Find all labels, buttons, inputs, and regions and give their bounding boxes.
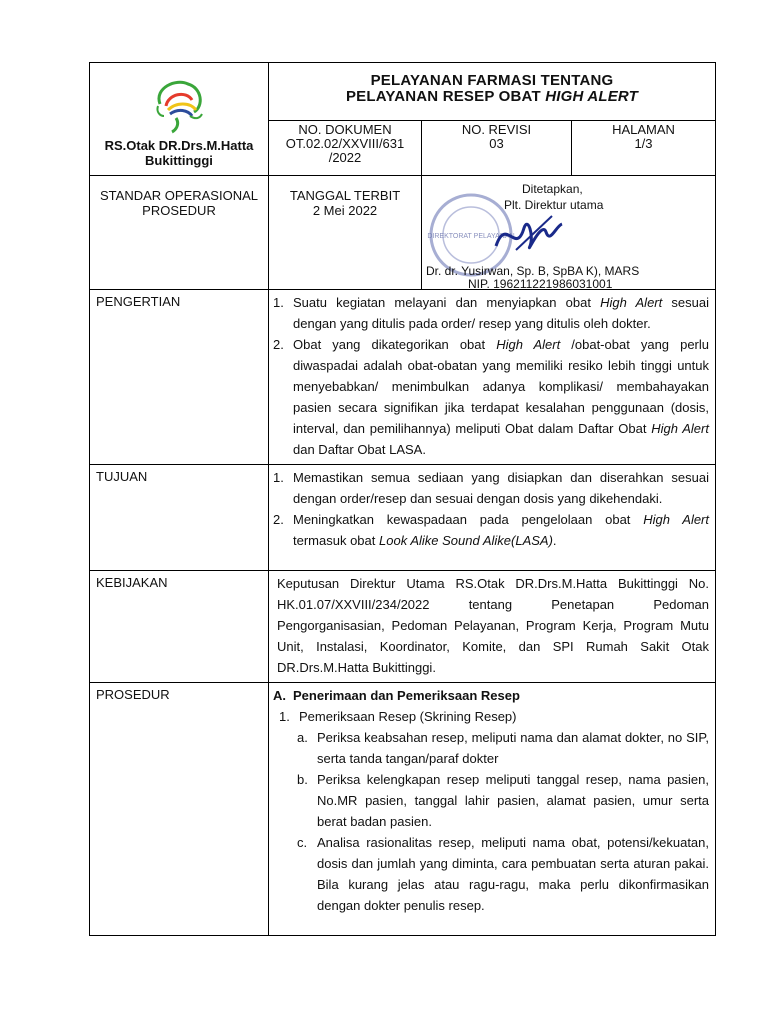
section-content-tujuan [269, 465, 716, 571]
sop-label: STANDAR OPERASIONAL PROSEDUR [90, 176, 269, 290]
document-number-label: NO. DOKUMEN [298, 122, 392, 137]
list-item: 1. Suatu kegiatan melayani dan menyiapkan obat High Alert sesuai dengan yang ditulis pada order/ resep yang ditulis oleh dokter. [273, 295, 709, 331]
section-label-kebijakan: KEBIJAKAN [90, 571, 269, 683]
pengertian-list [273, 292, 709, 460]
section-label-prosedur: PROSEDUR [90, 683, 269, 936]
sop-document-table [89, 62, 716, 936]
prosedur-heading: A. Penerimaan dan Pemeriksaan Resep [273, 688, 520, 703]
page-cell [572, 121, 716, 176]
revision-cell [422, 121, 572, 176]
list-item: 2. Obat yang dikategorikan obat High Alert /obat-obat yang perlu diwaspadai adalah obat-obatan yang memiliki resiko lebih tinggi untuk menyebabkan/ menimbulkan adanya komplikasi/ membahayakan pasien secara signifikan jika terdapat kesalahan penggunaan (dosis, interval, dan pemilihannya) meliputi Obat dalam Daftar Obat High Alert dan Daftar Obat LASA. [273, 337, 709, 457]
document-number-cell [269, 121, 422, 176]
document-title-line2: PELAYANAN RESEP OBAT HIGH ALERT [345, 88, 639, 105]
prosedur-step-1: 1. Pemeriksaan Resep (Skrining Resep) [279, 709, 517, 724]
section-content-pengertian [269, 290, 716, 465]
hospital-logo-cell [90, 63, 269, 176]
prosedur-sub-a: a. Periksa keabsahan resep, meliputi nama dan alamat dokter, no SIP, serta tanda tangan/paraf dokter [297, 730, 709, 766]
issue-date-value: 2 Mei 2022 [312, 203, 378, 218]
approval-cell [422, 176, 716, 290]
approval-nip-text: NIP. 196211221986031001 [468, 277, 613, 291]
tujuan-list [273, 467, 709, 551]
document-title-line1: PELAYANAN FARMASI TENTANG [370, 72, 614, 89]
approval-set-text: Ditetapkan, [522, 182, 583, 196]
document-number-value: OT.02.02/XXVIII/631 /2022 [285, 136, 405, 165]
hospital-logo-icon [146, 76, 212, 134]
revision-label: NO. REVISI [461, 122, 532, 137]
section-label-tujuan: TUJUAN [90, 465, 269, 571]
revision-value: 03 [489, 136, 504, 151]
list-item: 1. Memastikan semua sediaan yang disiapkan dan diserahkan sesuai dengan order/resep dan sesuai dengan dosis yang dikehendaki. [273, 470, 709, 506]
prosedur-sub-c: c. Analisa rasionalitas resep, meliputi nama obat, potensi/kekuatan, dosis dan jumlah yang diminta, cara pembuatan serta aturan pakai. Bila kurang jelas atau ragu-ragu, maka perlu dikonfirmasikan dengan dokter penulis resep. [297, 835, 709, 913]
section-content-kebijakan [269, 571, 716, 683]
hospital-name: RS.Otak DR.Drs.M.Hatta Bukittinggi [104, 138, 254, 168]
section-label-pengertian: PENGERTIAN [90, 290, 269, 465]
page-value: 1/3 [634, 136, 653, 151]
list-item: 2. Meningkatkan kewaspadaan pada pengelolaan obat High Alert termasuk obat Look Alike Sound Alike(LASA). [273, 512, 709, 548]
approval-name-text: Dr. dr. Yusirwan, Sp. B, SpBA K), MARS [426, 264, 640, 278]
issue-date-label: TANGGAL TERBIT [289, 188, 401, 203]
page-label: HALAMAN [612, 122, 675, 137]
high-alert-title: HIGH ALERT [545, 88, 639, 105]
prosedur-sub-b: b. Periksa kelengkapan resep meliputi tanggal resep, nama pasien, No.MR pasien, tanggal lahir pasien, alamat pasien, umur serta berat badan pasien. [297, 772, 709, 829]
approval-role-text: Plt. Direktur utama [504, 198, 604, 212]
approval-block [426, 180, 686, 291]
stamp-text: DIREKTORAT PELAYANAN [427, 233, 515, 240]
issue-date-cell [269, 176, 422, 290]
kebijakan-text: Keputusan Direktur Utama RS.Otak DR.Drs.M.Hatta Bukittinggi No. HK.01.07/XXVIII/234/2022 tentang Penetapan Pedoman Pengorganisasian, Pedoman Pelayanan, Program Kerja, Program Mutu Unit, Instalasi, Koordinator, Komite, dan SPI Rumah Sakit Otak DR.Drs.M.Hatta Bukittinggi. [277, 576, 709, 675]
document-title [269, 63, 716, 121]
signature-icon [486, 206, 566, 266]
section-content-prosedur [269, 683, 716, 936]
